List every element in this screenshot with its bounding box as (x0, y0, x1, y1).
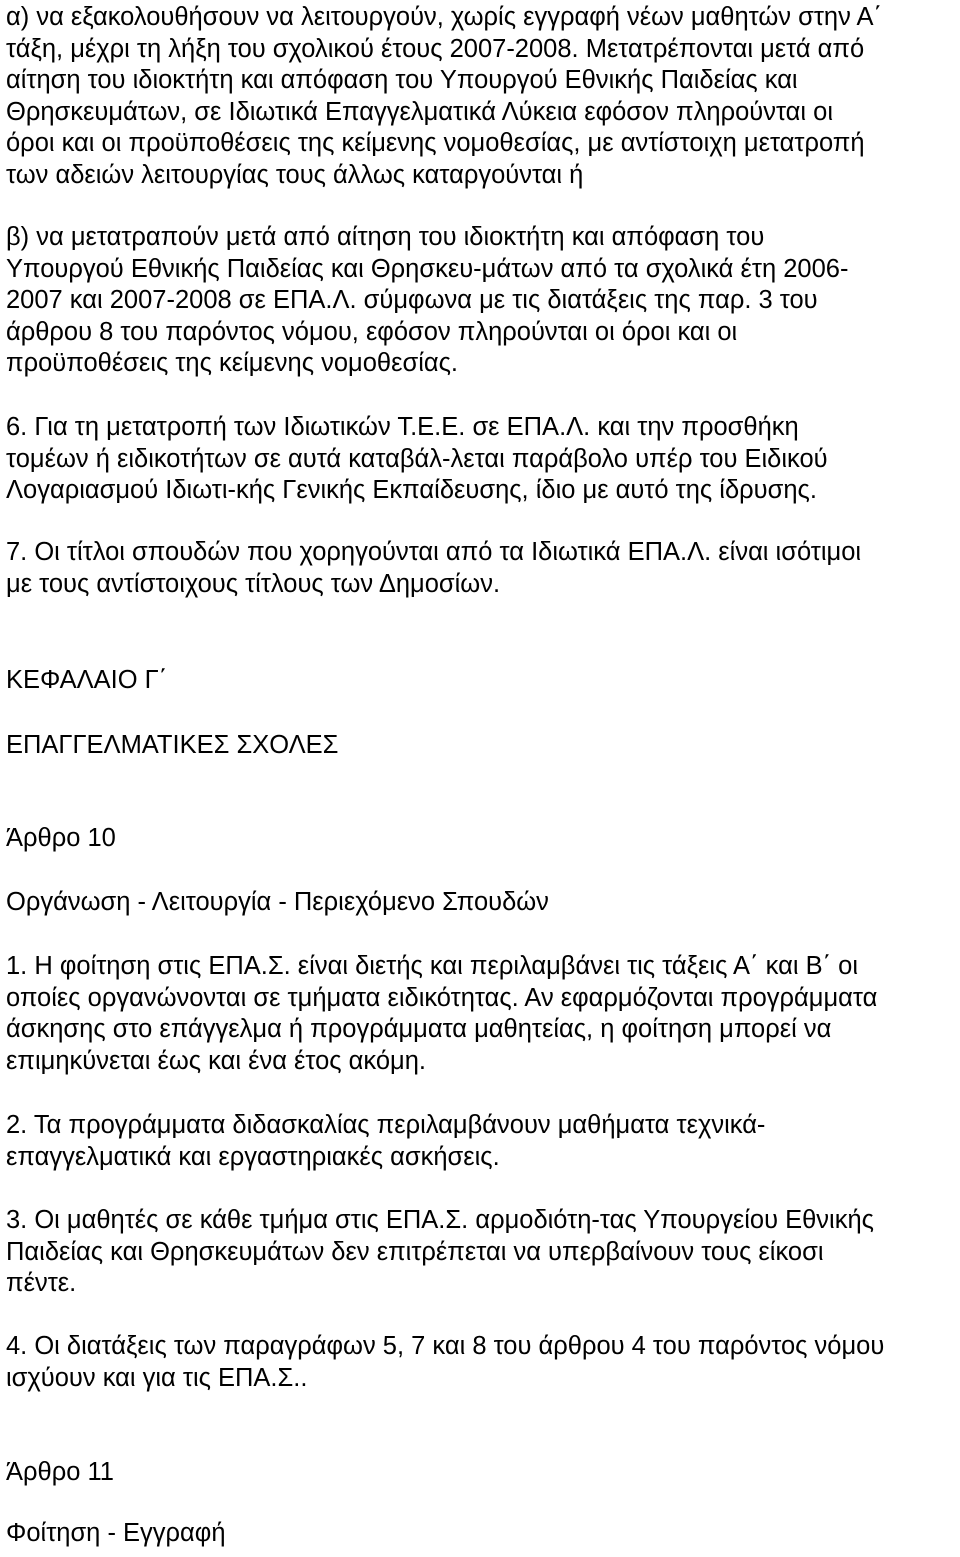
paragraph-b (6, 222, 958, 380)
text-line: των αδειών λειτουργίας τους άλλως καταργούνται ή (6, 160, 584, 189)
article-10-paragraph-1 (6, 951, 958, 1077)
text-line: 7. Οι τίτλοι σπουδών που χορηγούνται από τα Ιδιωτικά ΕΠΑ.Λ. είναι ισότιμοι (6, 538, 862, 566)
text-line: όροι και οι προϋποθέσεις της κείμενης νομοθεσίας, με αντίστοιχη μετατροπή (6, 129, 865, 157)
text-line: 2007 και 2007-2008 σε ΕΠΑ.Λ. σύμφωνα με τις διατάξεις της παρ. 3 του (6, 286, 818, 314)
text-line: Υπουργού Εθνικής Παιδείας και Θρησκευ-μάτων από τα σχολικά έτη 2006- (6, 254, 849, 283)
text-line: β) να μετατραπούν μετά από αίτηση του ιδιοκτήτη και απόφαση του (6, 223, 765, 251)
text-line: 6. Για τη μετατροπή των Ιδιωτικών Τ.Ε.Ε. σε ΕΠΑ.Λ. και την προσθήκη (6, 413, 799, 441)
article-10-paragraph-2 (6, 1110, 958, 1173)
text-line: με τους αντίστοιχους τίτλους των Δημοσίων. (6, 569, 501, 598)
text-line: τομέων ή ειδικοτήτων σε αυτά καταβάλ-λεται παράβολο υπέρ του Ειδικού (6, 444, 828, 473)
text-line: αίτηση του ιδιοκτήτη και απόφαση του Υπουργού Εθνικής Παιδείας και (6, 66, 798, 94)
text-line: άσκησης στο επάγγελμα ή προγράμματα μαθητείας, η φοίτηση μπορεί να (6, 1015, 832, 1043)
text-line: 2. Τα προγράμματα διδασκαλίας περιλαμβάνουν μαθήματα τεχνικά- (6, 1111, 766, 1139)
text-line: επαγγελματικά και εργαστηριακές ασκήσεις. (6, 1142, 500, 1171)
text-line: 1. Η φοίτηση στις ΕΠΑ.Σ. είναι διετής και περιλαμβάνει τις τάξεις Α΄ και Β΄ οι (6, 952, 858, 980)
article-11-label: Άρθρο 11 (6, 1458, 114, 1486)
chapter-title: ΕΠΑΓΓΕΛΜΑΤΙΚΕΣ ΣΧΟΛΕΣ (6, 731, 339, 759)
paragraph-6 (6, 412, 958, 507)
chapter-heading: ΚΕΦΑΛΑΙΟ Γ΄ (6, 666, 168, 694)
article-10-title: Οργάνωση - Λειτουργία - Περιεχόμενο Σπουδών (6, 888, 549, 916)
article-10-paragraph-4 (6, 1331, 958, 1394)
text-line: Λογαριασμού Ιδιωτι-κής Γενικής Εκπαίδευσης, ίδιο με αυτό της ίδρυσης. (6, 476, 817, 504)
text-line: ισχύουν και για τις ΕΠΑ.Σ.. (6, 1363, 308, 1392)
text-line: α) να εξακολουθήσουν να λειτουργούν, χωρίς εγγραφή νέων μαθητών στην Α΄ (6, 3, 883, 31)
text-line: προϋποθέσεις της κείμενης νομοθεσίας. (6, 349, 458, 377)
text-line: Θρησκευμάτων, σε Ιδιωτικά Επαγγελματικά Λύκεια εφόσον πληρούνται οι (6, 97, 834, 126)
paragraph-a (6, 2, 958, 191)
text-line: επιμηκύνεται έως και ένα έτος ακόμη. (6, 1046, 427, 1075)
paragraph-7 (6, 537, 958, 600)
text-line: οποίες οργανώνονται σε τμήματα ειδικότητας. Αν εφαρμόζονται προγράμματα (6, 983, 878, 1012)
article-11-title: Φοίτηση - Εγγραφή (6, 1519, 226, 1547)
text-line: 3. Οι μαθητές σε κάθε τμήμα στις ΕΠΑ.Σ. αρμοδιότη-τας Υπουργείου Εθνικής (6, 1206, 874, 1234)
text-line: άρθρου 8 του παρόντος νόμου, εφόσον πληρούνται οι όροι και οι (6, 317, 738, 346)
text-line: πέντε. (6, 1269, 77, 1297)
article-10-label: Άρθρο 10 (6, 824, 116, 852)
text-line: τάξη, μέχρι τη λήξη του σχολικού έτους 2007-2008. Μετατρέπονται μετά από (6, 34, 865, 63)
text-line: 4. Οι διατάξεις των παραγράφων 5, 7 και 8 του άρθρου 4 του παρόντος νόμου (6, 1332, 885, 1360)
text-line: Παιδείας και Θρησκευμάτων δεν επιτρέπεται να υπερβαίνουν τους είκοσι (6, 1237, 824, 1266)
article-10-paragraph-3 (6, 1205, 958, 1300)
